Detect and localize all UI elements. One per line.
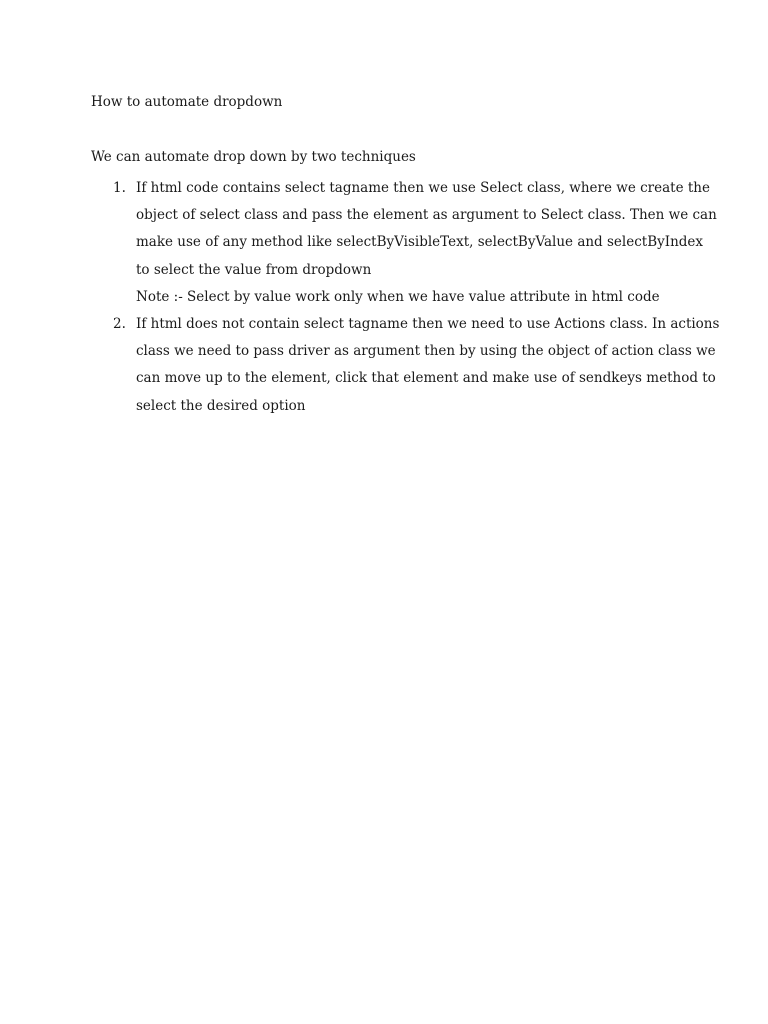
- numbered-list: [91, 175, 720, 420]
- intro-paragraph: We can automate drop down by two techniques: [91, 149, 416, 165]
- list-item: [91, 175, 717, 311]
- list-item-note: Note :- Select by value work only when we have value attribute in html code: [136, 288, 660, 305]
- list-item-line: object of select class and pass the element as argument to Select class. Then we can: [136, 207, 717, 224]
- list-item-line: If html does not contain select tagname then we need to use Actions class. In actions: [136, 316, 720, 333]
- list-item-line: If html code contains select tagname then we use Select class, where we create the: [136, 180, 710, 196]
- list-item-line: to select the value from dropdown: [136, 261, 372, 278]
- list-item: [91, 311, 720, 420]
- list-item-line: class we need to pass driver as argument then by using the object of action class we: [136, 343, 716, 360]
- document-title: How to automate dropdown: [91, 94, 283, 110]
- list-item-number: 2.: [113, 316, 126, 333]
- list-item-line: make use of any method like selectByVisibleText, selectByValue and selectByIndex: [136, 234, 704, 251]
- list-item-line: select the desired option: [136, 397, 306, 414]
- list-item-line: can move up to the element, click that element and make use of sendkeys method to: [136, 370, 716, 387]
- list-item-number: 1.: [113, 180, 126, 196]
